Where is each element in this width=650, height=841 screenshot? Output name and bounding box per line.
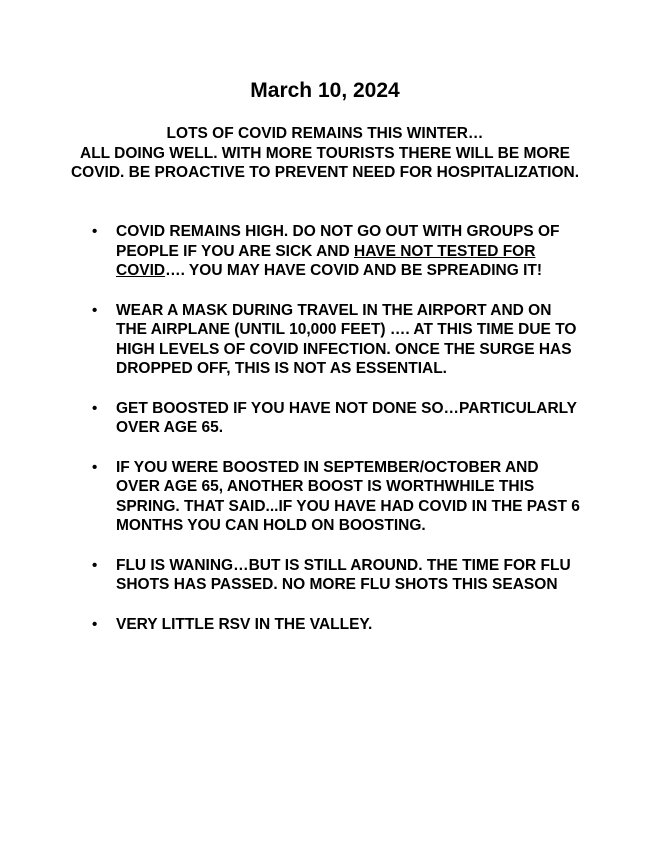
bullet-icon: • xyxy=(92,556,98,574)
bullet-item-covid-high xyxy=(0,222,586,281)
bullet-icon: • xyxy=(92,301,98,319)
bullet-text: WEAR A MASK DURING TRAVEL IN THE AIRPORT AND ON THE AIRPLANE (UNTIL 10,000 FEET) …. AT THIS TIME DUE TO HIGH LEVELS OF COVID INFECTION. ONCE THE SURGE HAS DROPPED OFF, THIS IS NOT AS ESSENTIAL. xyxy=(116,301,577,377)
bullet-item-get-boosted xyxy=(0,399,586,438)
bullet-text-underlined: HAVE NOT TESTED FOR COVID xyxy=(116,242,536,279)
intro-paragraph xyxy=(60,124,590,183)
bullet-icon: • xyxy=(92,223,98,240)
bullet-item-rsv xyxy=(0,615,586,635)
bullet-list xyxy=(0,222,650,654)
bullet-text-before: COVID REMAINS HIGH. DO NOT GO OUT WITH GROUPS OF PEOPLE IF YOU ARE SICK AND xyxy=(116,223,560,260)
bullet-text-after: …. YOU MAY HAVE COVID AND BE SPREADING IT! xyxy=(165,262,543,279)
bullet-text: VERY LITTLE RSV IN THE VALLEY. xyxy=(116,615,373,633)
bullet-icon: • xyxy=(92,399,98,417)
bullet-item-another-boost xyxy=(0,458,586,536)
bullet-icon: • xyxy=(92,458,98,476)
intro-line-1: LOTS OF COVID REMAINS THIS WINTER… xyxy=(166,125,484,142)
document-date: March 10, 2024 xyxy=(250,79,400,102)
bullet-text: FLU IS WANING…BUT IS STILL AROUND. THE TIME FOR FLU SHOTS HAS PASSED. NO MORE FLU SHOTS THIS SEASON xyxy=(116,556,571,593)
intro-line-2: ALL DOING WELL. WITH MORE TOURISTS THERE WILL BE MORE COVID. BE PROACTIVE TO PREVENT NEED FOR HOSPITALIZATION. xyxy=(70,144,580,181)
bullet-icon: • xyxy=(92,615,98,633)
bullet-text xyxy=(116,222,586,281)
bullet-text: IF YOU WERE BOOSTED IN SEPTEMBER/OCTOBER AND OVER AGE 65, ANOTHER BOOST IS WORTHWHILE THIS SPRING. THAT SAID...IF YOU HAVE HAD COVID IN THE PAST 6 MONTHS YOU CAN HOLD ON BOOSTING. xyxy=(116,458,580,534)
bullet-item-wear-mask xyxy=(0,301,586,379)
bullet-text: GET BOOSTED IF YOU HAVE NOT DONE SO…PARTICULARLY OVER AGE 65. xyxy=(116,399,577,436)
bullet-item-flu-waning xyxy=(0,556,586,595)
